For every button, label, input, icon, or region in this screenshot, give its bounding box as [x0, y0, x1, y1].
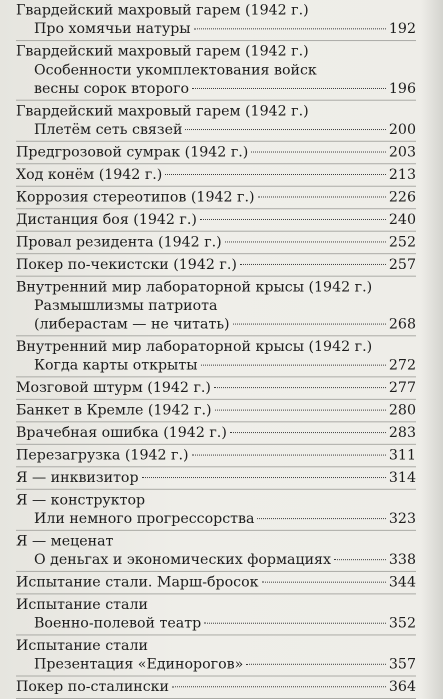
toc-entry — [16, 101, 416, 142]
table-of-contents — [16, 0, 416, 699]
toc-entry-title: Плетём сеть связей — [34, 122, 183, 138]
toc-page-number: 352 — [388, 615, 416, 632]
toc-entry-title: Перезагрузка (1942 г.) — [16, 447, 189, 464]
dot-leader — [201, 365, 386, 366]
toc-entry — [16, 142, 416, 164]
toc-subtitle-line — [16, 21, 416, 40]
dot-leader — [172, 686, 386, 687]
toc-entry — [16, 490, 416, 531]
toc-page-number: 213 — [388, 167, 416, 183]
toc-title-line — [16, 574, 416, 593]
toc-entry — [16, 400, 416, 422]
toc-entry — [16, 187, 416, 209]
dot-leader — [194, 28, 386, 29]
toc-page-number: 268 — [388, 316, 416, 333]
toc-subtitle-line — [16, 357, 416, 376]
toc-entry-title: Покер по-чекистски (1942 г.) — [16, 257, 237, 273]
toc-entry-title: Или немного прогрессорства — [34, 511, 255, 527]
toc-page-number: 323 — [388, 511, 416, 527]
toc-page-number: 257 — [388, 257, 416, 273]
toc-entry-title: (либерастам — не читать) — [34, 316, 230, 333]
toc-title-line: Внутренний мир лабораторной крысы (1942 г.) — [16, 279, 373, 296]
toc-title-line: Внутренний мир лабораторной крысы (1942 г.) — [16, 339, 373, 355]
toc-title-line: Я — меценат — [16, 533, 114, 550]
toc-title-line — [16, 424, 416, 443]
toc-page-number: 196 — [388, 81, 416, 97]
toc-page-number: 277 — [388, 380, 416, 396]
toc-page-number: 344 — [388, 574, 416, 591]
dot-leader — [251, 152, 386, 153]
toc-subtitle-line: Особенности укомплектования войск — [34, 62, 317, 79]
toc-page-number: 283 — [388, 425, 416, 441]
toc-title-line — [16, 166, 416, 185]
toc-entry-title: Когда карты открыты — [34, 357, 198, 374]
toc-entry — [16, 635, 416, 676]
toc-subtitle-line — [16, 510, 416, 529]
toc-page-number: 252 — [388, 234, 416, 251]
dot-leader — [142, 477, 386, 478]
toc-entry — [16, 377, 416, 399]
toc-title-line — [16, 678, 416, 697]
toc-page-number: 203 — [388, 144, 416, 161]
toc-entry — [16, 422, 416, 444]
toc-entry-title: Я — инквизитор — [16, 470, 139, 486]
toc-page-number: 226 — [388, 189, 416, 206]
toc-entry — [16, 531, 416, 572]
dot-leader — [240, 264, 386, 265]
toc-entry-title: Про хомячьи натуры — [34, 21, 191, 38]
dot-leader — [258, 196, 386, 197]
toc-entry — [16, 0, 416, 41]
toc-page-number: 311 — [388, 447, 416, 464]
toc-entry-title: Испытание стали. Марш-бросок — [16, 574, 259, 591]
toc-entry-title: Предгрозовой сумрак (1942 г.) — [16, 144, 249, 161]
toc-entry-title: Провал резидента (1942 г.) — [16, 234, 222, 251]
toc-entry — [16, 41, 416, 101]
toc-entry — [16, 572, 416, 594]
toc-title-line — [16, 379, 416, 398]
toc-entry — [16, 467, 416, 489]
toc-page-number: 280 — [388, 402, 416, 419]
toc-title-line: Гвардейский махровый гарем (1942 г.) — [16, 43, 309, 60]
toc-subtitle-line — [16, 551, 416, 570]
toc-page-number: 240 — [388, 212, 416, 228]
dot-leader — [334, 559, 386, 560]
toc-entry-title: Военно-полевой театр — [34, 615, 202, 632]
dot-leader — [192, 88, 386, 89]
page-edge-shadow — [421, 0, 443, 699]
toc-title-line — [16, 447, 416, 466]
dot-leader — [262, 582, 386, 583]
toc-entry-title: Коррозия стереотипов (1942 г.) — [16, 189, 255, 206]
toc-entry-title: Покер по-сталински — [16, 679, 170, 696]
toc-subtitle-line — [16, 615, 416, 634]
dot-leader — [204, 623, 386, 624]
toc-page-number: 192 — [388, 21, 416, 38]
toc-title-line — [16, 402, 416, 421]
toc-subtitle-line — [16, 656, 416, 675]
toc-entry — [16, 254, 416, 276]
toc-entry — [16, 277, 416, 337]
toc-page-number: 338 — [388, 552, 416, 568]
toc-title-line: Испытание стали — [16, 597, 148, 613]
dot-leader — [230, 432, 386, 433]
dot-leader — [214, 387, 386, 388]
dot-leader — [185, 129, 385, 130]
toc-entry-title: Ход конём (1942 г.) — [16, 167, 163, 183]
toc-entry — [16, 209, 416, 231]
toc-page-number: 200 — [388, 122, 416, 138]
toc-title-line — [16, 234, 416, 253]
toc-title-line: Гвардейский махровый гарем (1942 г.) — [16, 103, 309, 120]
dot-leader — [246, 664, 386, 665]
toc-entry-title: Банкет в Кремле (1942 г.) — [16, 402, 212, 419]
toc-entry-title: Дистанция боя (1942 г.) — [16, 212, 197, 228]
toc-page-number: 357 — [388, 656, 416, 673]
dot-leader — [257, 518, 385, 519]
toc-entry-title: Презентация «Единорогов» — [34, 656, 244, 673]
toc-title-line — [16, 211, 416, 230]
toc-title-line: Испытание стали — [16, 638, 148, 655]
toc-entry — [16, 336, 416, 377]
dot-leader — [215, 410, 386, 411]
toc-page-number: 272 — [388, 357, 416, 374]
dot-leader — [225, 241, 386, 242]
toc-title-line — [16, 469, 416, 488]
toc-subtitle-line — [16, 121, 416, 140]
toc-entry — [16, 232, 416, 254]
toc-entry-title: Мозговой штурм (1942 г.) — [16, 380, 211, 396]
toc-entry — [16, 445, 416, 467]
dot-leader — [165, 174, 386, 175]
toc-subtitle-line: Размышлизмы патриота — [34, 298, 218, 314]
toc-subtitle-line — [16, 316, 416, 335]
toc-title-line — [16, 189, 416, 208]
toc-entry — [16, 164, 416, 186]
toc-title-line — [16, 144, 416, 163]
dot-leader — [192, 455, 386, 456]
toc-subtitle-line — [16, 80, 416, 99]
toc-title-line — [16, 256, 416, 275]
toc-entry-title: Врачебная ошибка (1942 г.) — [16, 425, 227, 441]
dot-leader — [200, 219, 386, 220]
toc-entry-title: О деньгах и экономических формациях — [34, 552, 331, 568]
toc-title-line: Я — конструктор — [16, 492, 146, 509]
toc-page-number: 364 — [388, 679, 416, 696]
toc-page-number: 314 — [388, 470, 416, 486]
toc-entry-title: весны сорок второго — [34, 81, 190, 97]
toc-entry — [16, 594, 416, 635]
toc-title-line: Гвардейский махровый гарем (1942 г.) — [16, 2, 309, 19]
dot-leader — [233, 324, 386, 325]
toc-entry — [16, 676, 416, 698]
